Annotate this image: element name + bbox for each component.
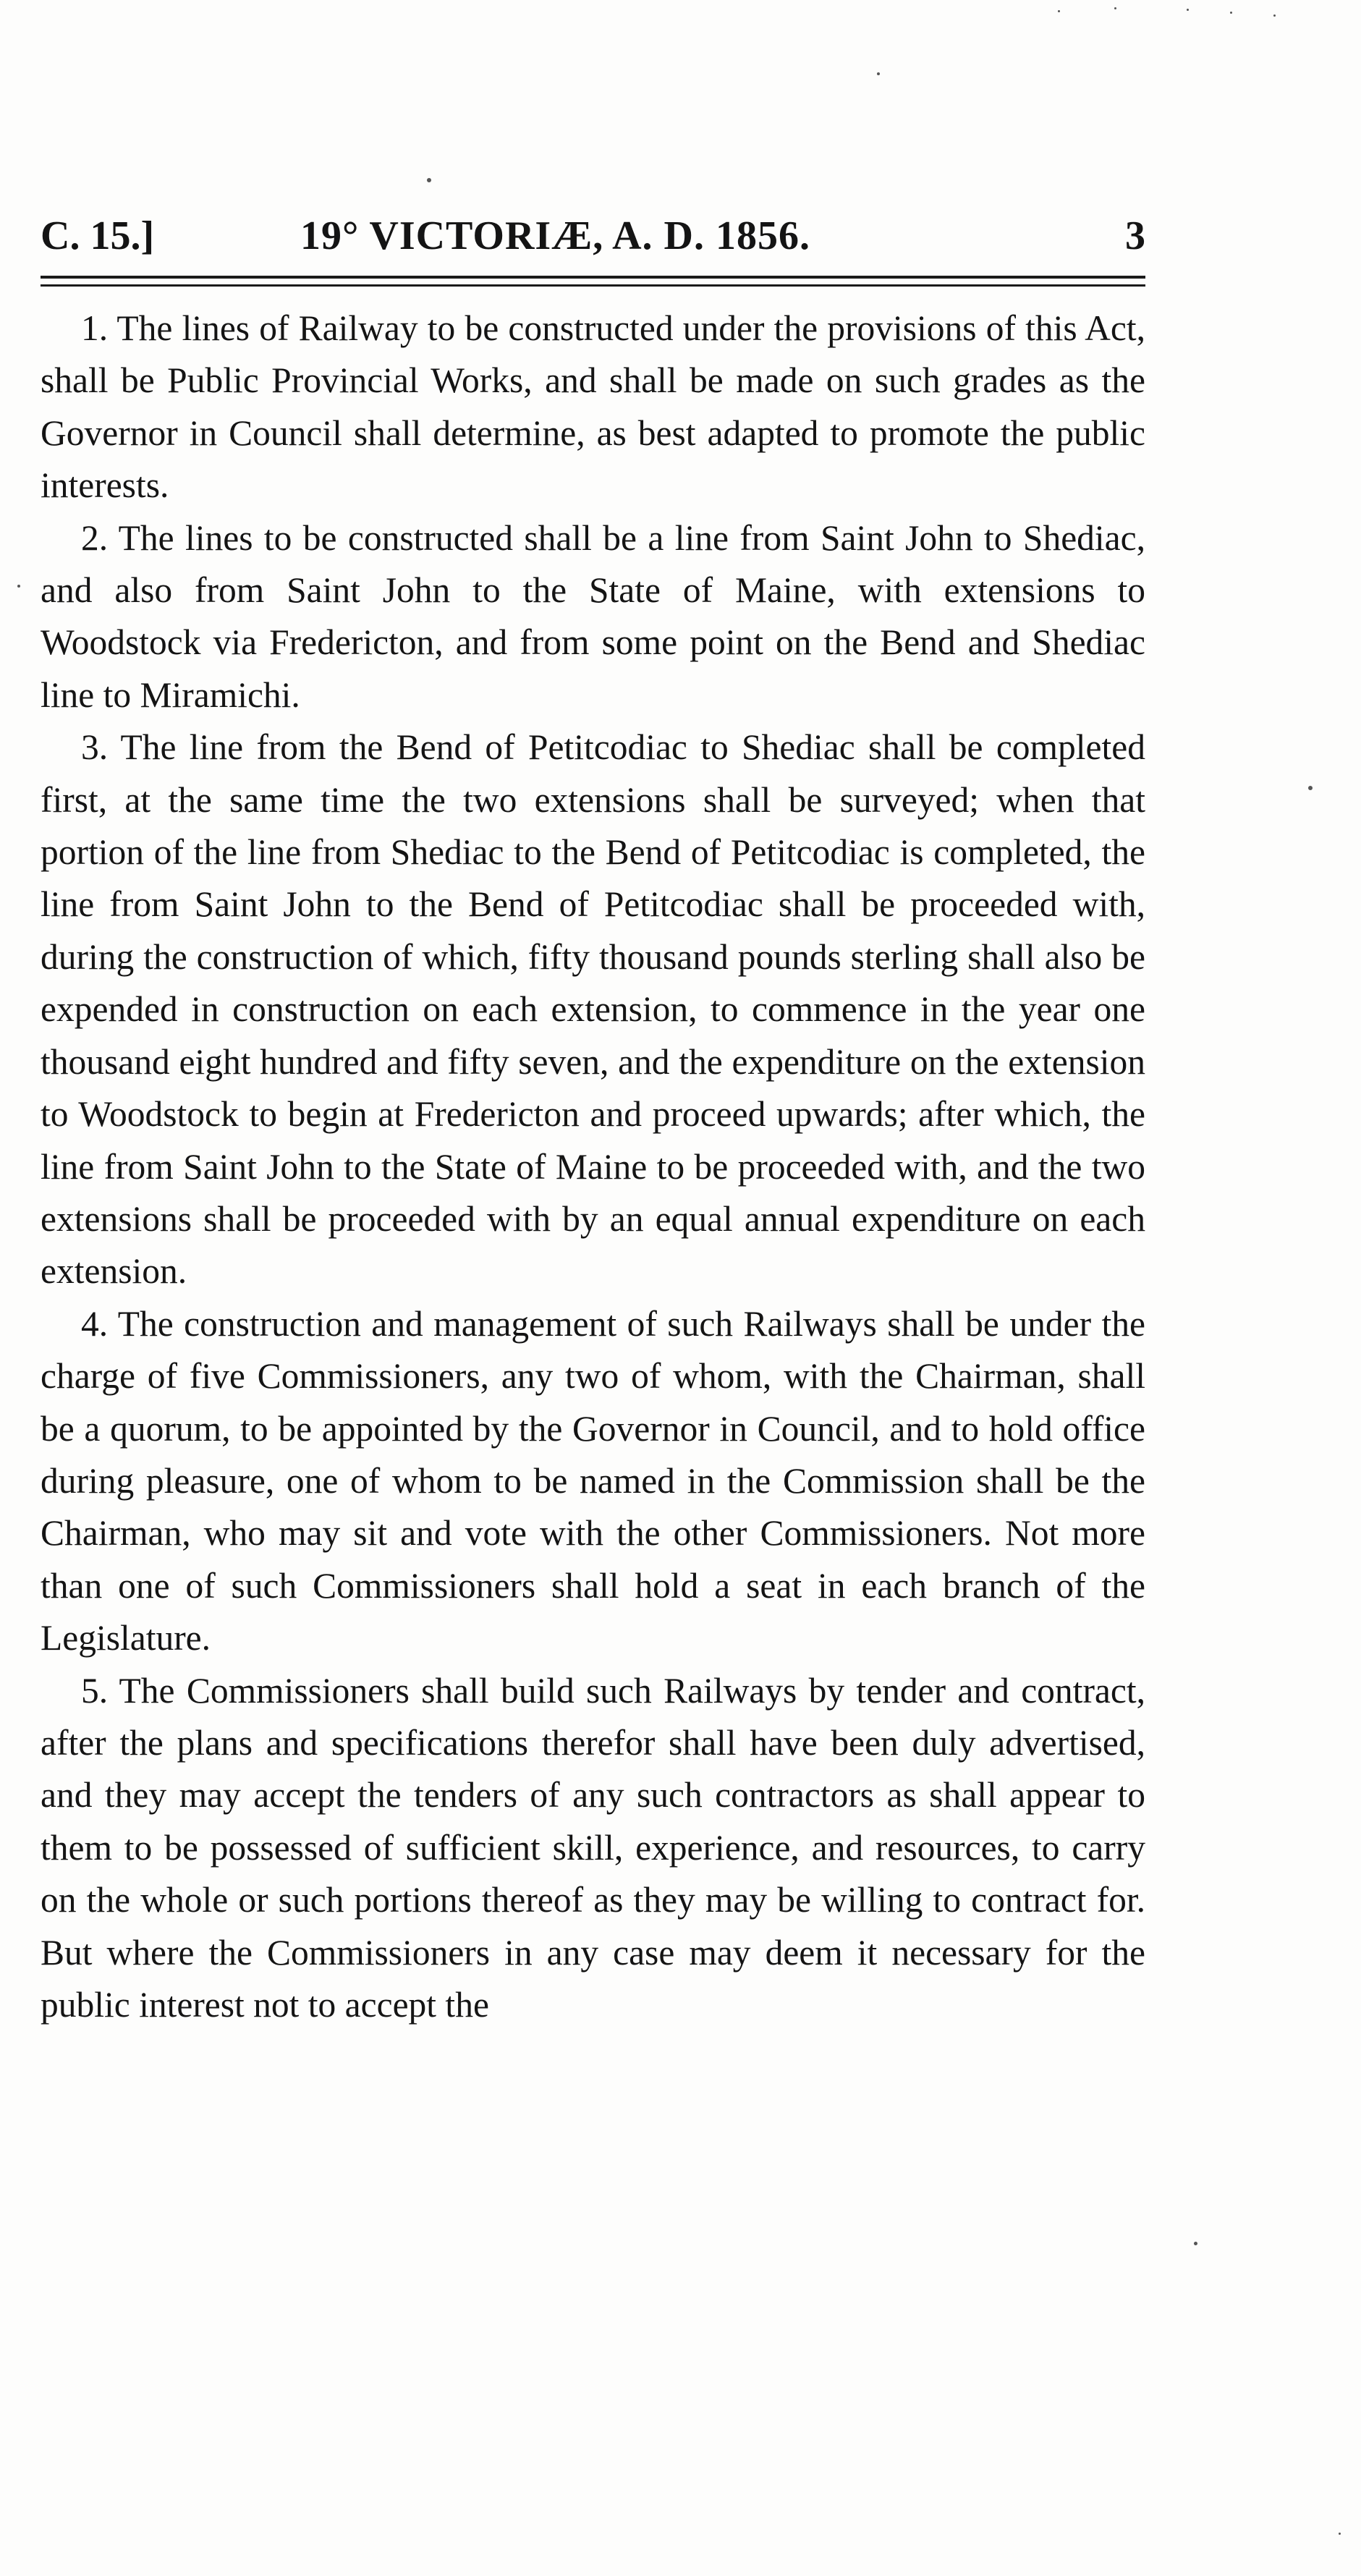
section-number: 4. xyxy=(81,1303,109,1344)
header-title: 19° VICTORIÆ, A. D. 1856. xyxy=(300,213,810,258)
scan-speck xyxy=(1273,14,1276,17)
section-text: The construction and management of such Railways shall be under the charge of five Commissioners, any two of whom, with the Chairman, shall be a quorum, to be appointed by the Governor in Council, and to hold office during pleasure, one of whom to be named in the Commission shall be the Chairman, who may sit and vote with the other Commissioners. Not more than one of such Commissioners shall hold a seat in each branch of the Legislature. xyxy=(41,1303,1145,1658)
scan-speck xyxy=(1230,12,1232,14)
page-number: 3 xyxy=(1125,213,1145,258)
section-4 xyxy=(41,1298,1145,1665)
scan-speck xyxy=(427,178,431,182)
running-header xyxy=(41,207,1145,265)
section-number: 3. xyxy=(81,727,109,768)
section-number: 2. xyxy=(81,517,109,558)
section-number: 5. xyxy=(81,1670,109,1711)
section-number: 1. xyxy=(81,308,109,348)
scan-speck xyxy=(1339,2533,1341,2535)
scan-speck xyxy=(1058,10,1060,12)
scan-speck xyxy=(1194,2242,1197,2245)
section-3 xyxy=(41,721,1145,1297)
scan-speck xyxy=(1187,9,1189,11)
scan-speck xyxy=(1114,7,1116,9)
scan-speck xyxy=(17,585,20,588)
scan-speck xyxy=(1308,786,1313,790)
section-text: The Commissioners shall build such Railways by tender and contract, after the plans and specifications therefor shall have been duly advertised, and they may accept the tenders of any such contractors as shall appear to them to be possessed of sufficient skill, experience, and resources, to carry on the whole or such portions thereof as they may be willing to contract for. But where the Commissioners in any case may deem it necessary for the public interest not to accept the xyxy=(41,1670,1145,2025)
section-text: The line from the Bend of Petitcodiac to Shediac shall be completed first, at the same time the two extensions shall be surveyed; when that portion of the line from Shediac to the Bend of Petitcodiac is completed, the line from Saint John to the Bend of Petitcodiac shall be proceeded with, during the construction of which, fifty thousand pounds sterling shall also be expended in construction on each extension, to commence in the year one thousand eight hundred and fifty seven, and the expenditure on the extension to Woodstock to begin at Fredericton and proceed upwards; after which, the line from Saint John to the State of Maine to be proceeded with, and the two extensions shall be proceeded with by an equal annual expenditure on each extension. xyxy=(41,727,1145,1292)
scan-speck xyxy=(877,72,880,75)
section-text: The lines to be constructed shall be a line from Saint John to Shediac, and also from Saint John to the State of Maine, with extensions to Woodstock via Fredericton, and from some point on the Bend and Shediac line to Miramichi. xyxy=(41,517,1145,715)
header-rule-bottom xyxy=(41,284,1145,287)
body-text xyxy=(41,302,1145,2031)
section-1 xyxy=(41,302,1145,512)
section-5 xyxy=(41,1665,1145,2032)
header-rule-top xyxy=(41,276,1145,279)
section-text: The lines of Railway to be constructed under the provisions of this Act, shall be Public Provincial Works, and shall be made on such grades as the Governor in Council shall determine, as best adapted to promote the public interests. xyxy=(41,308,1145,506)
chapter-reference: C. 15.] xyxy=(41,213,155,258)
section-2 xyxy=(41,512,1145,722)
